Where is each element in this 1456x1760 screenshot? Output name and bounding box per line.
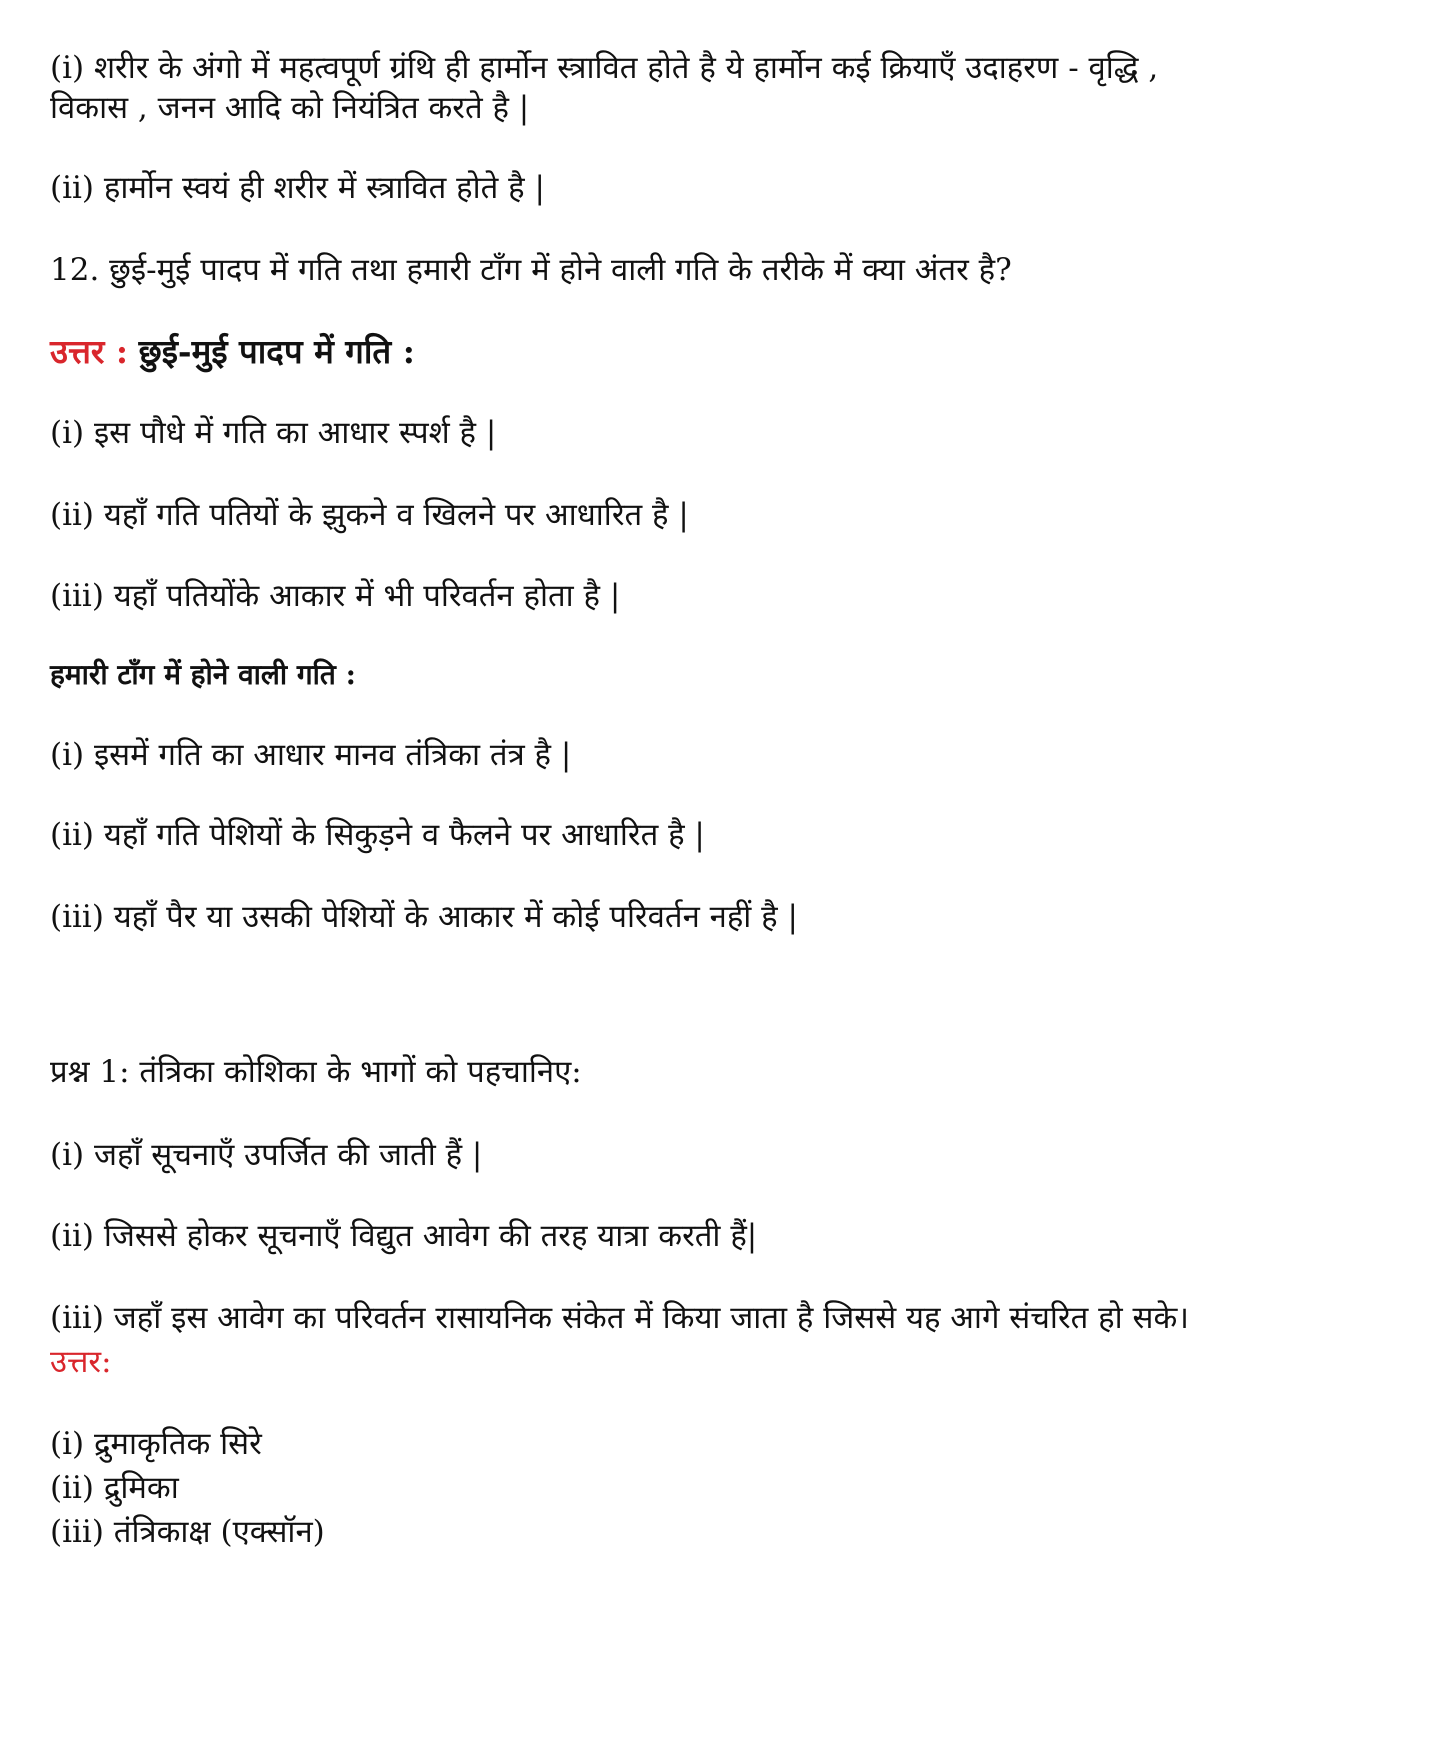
answer-12-heading [50, 332, 415, 372]
question-1-point-3: (iii) जहाँ इस आवेग का परिवर्तन रासायनिक संकेत में किया जाता है जिससे यह आगे संचरित हो सके। [50, 1300, 1190, 1336]
question-1-point-2: (ii) जिससे होकर सूचनाएँ विद्युत आवेग की तरह यात्रा करती हैं| [50, 1218, 758, 1254]
plant-point-1: (i) इस पौधे में गति का आधार स्पर्श है | [50, 415, 497, 451]
plant-heading: छुई-मुई पादप में गति : [138, 332, 415, 371]
answer-label: उत्तर : [50, 332, 129, 371]
answer-1-point-2: (ii) द्रुमिका [50, 1470, 179, 1506]
answer-1-point-1: (i) द्रुमाकृतिक सिरे [50, 1426, 262, 1462]
question-1: प्रश्न 1: तंत्रिका कोशिका के भागों को पहचानिए: [50, 1054, 582, 1090]
hormone-point-1-line-1: (i) शरीर के अंगो में महत्वपूर्ण ग्रंथि ही हार्मोन स्त्रावित होते है ये हार्मोन कई क्रियाएँ उदाहरण - वृद्धि , [50, 50, 1159, 86]
hormone-point-1-line-2: विकास , जनन आदि को नियंत्रित करते है | [50, 90, 530, 126]
leg-point-3: (iii) यहाँ पैर या उसकी पेशियों के आकार में कोई परिवर्तन नहीं है | [50, 899, 798, 935]
plant-point-2: (ii) यहाँ गति पतियों के झुकने व खिलने पर आधारित है | [50, 497, 689, 533]
leg-heading: हमारी टाँग में होने वाली गति : [50, 658, 356, 691]
leg-point-1: (i) इसमें गति का आधार मानव तंत्रिका तंत्र है | [50, 737, 572, 773]
answer-1-point-3: (iii) तंत्रिकाक्ष (एक्सॉन) [50, 1514, 325, 1550]
leg-point-2: (ii) यहाँ गति पेशियों के सिकुड़ने व फैलने पर आधारित है | [50, 817, 705, 853]
plant-point-3: (iii) यहाँ पतियोंके आकार में भी परिवर्तन होता है | [50, 578, 621, 614]
hormone-point-2: (ii) हार्मोन स्वयं ही शरीर में स्त्रावित होते है | [50, 170, 545, 206]
answer-1-label: उत्तर: [50, 1344, 112, 1380]
question-1-point-1: (i) जहाँ सूचनाएँ उपर्जित की जाती हैं | [50, 1137, 483, 1173]
question-12: 12. छुई-मुई पादप में गति तथा हमारी टाँग में होने वाली गति के तरीके में क्या अंतर है? [50, 252, 1012, 288]
